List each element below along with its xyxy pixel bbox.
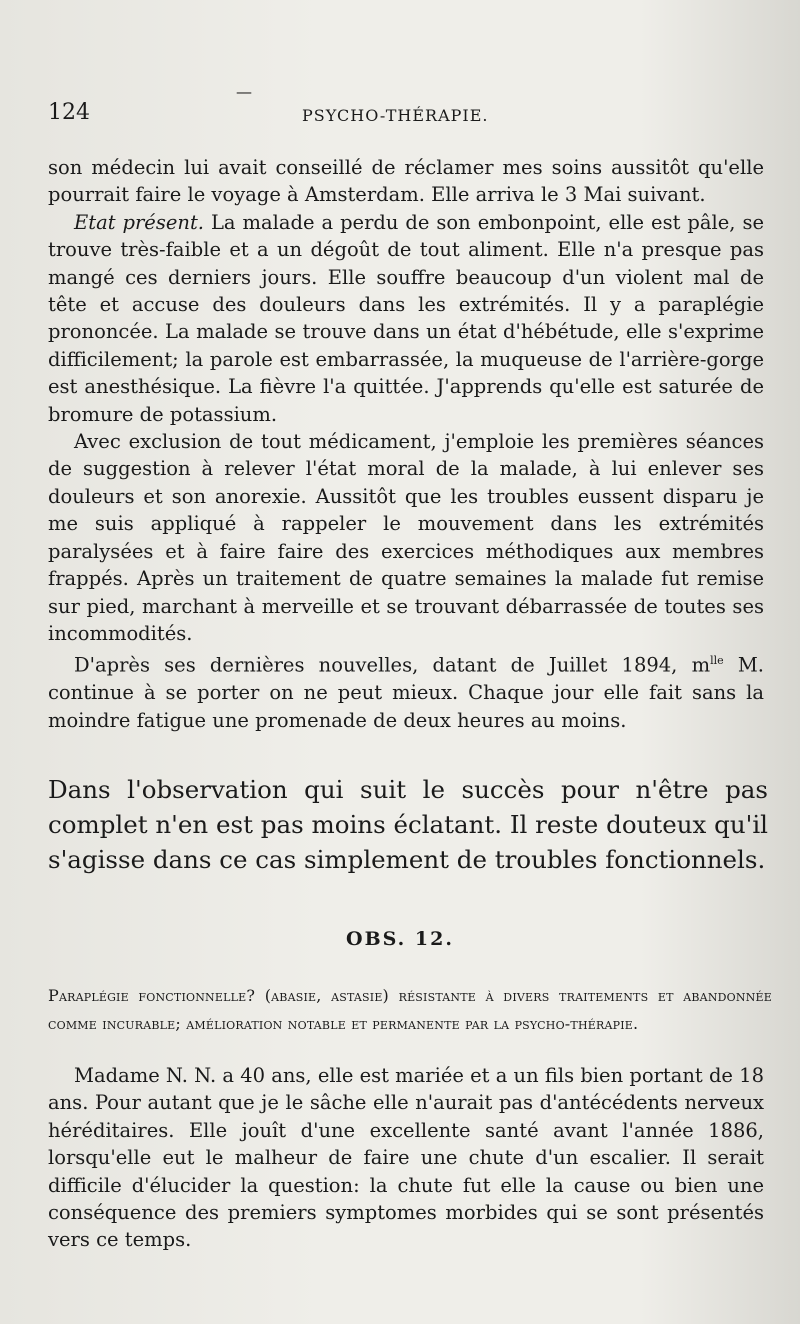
transition-text: Dans l'observation qui suit le succès pour n'être pas complet n'en est pas moins éclatant. Il reste douteux qu'il s'agisse dans ce cas simplement de troubles fonctionnels.	[48, 775, 768, 874]
superscript: lle	[710, 654, 724, 668]
paragraph: Madame N. N. a 40 ans, elle est mariée et a un fils bien portant de 18 ans. Pour autant que je le sâche elle n'aurait pas d'antécédents nerveux héréditaires. Elle jouît d'une excellente santé avant l'année 1886, lorsqu'elle eut le malheur de faire une chute d'un escalier. Il serait difficile d'élucider la question: la chute fut elle la cause ou bien une conséquence des premiers symptomes morbides qui se sont présentés vers ce temps.	[48, 1064, 764, 1252]
observation-title: OBS. 12.	[346, 928, 454, 950]
running-head	[48, 82, 760, 136]
page-number: 124	[48, 100, 90, 125]
paragraph: Avec exclusion de tout médicament, j'emploie les premières séances de suggestion à relever l'état moral de la malade, à lui enlever ses douleurs et son anorexie. Aussitôt que les troubles eussent disparu je me suis appliqué à rappeler le mouvement dans les extrémités paralysées et à faire faire des exercices méthodiques aux membres frappés. Après un traitement de quatre semaines la malade fut remise sur pied, marchant à merveille et se trouvant débarrassée de toutes ses incommodités.	[48, 430, 764, 645]
etat-present-label: Etat présent.	[74, 210, 204, 234]
running-title: PSYCHO-THÉRAPIE.	[302, 106, 489, 125]
paragraph-etat-present	[48, 209, 764, 428]
text-block-observation	[48, 1062, 764, 1254]
etat-present-text: La malade a perdu de son embonpoint, elle est pâle, se trouve très-faible et a un dégoût de tout aliment. Elle n'a presque pas mangé ces derniers jours. Elle souffre beaucoup d'un violent mal de tête et accuse des douleurs dans les extrémités. Il y a paraplégie prononcée. La malade se trouve dans un état d'hébétude, elle s'exprime difficilement; la parole est embarrassée, la muqueuse de l'arrière-gorge est anesthésique. La fièvre l'a quittée. J'apprends qu'elle est saturée de bromure de potassium.	[48, 210, 764, 426]
head-mark: —	[236, 82, 252, 101]
paragraph: son médecin lui avait conseillé de réclamer mes soins aussitôt qu'elle pourrait faire le voyage à Amsterdam. Elle arriva le 3 Mai suivant.	[48, 156, 764, 207]
observation-heading: Paraplégie fonctionnelle? (abasie, astasie) résistante à divers traitements et abandonnée comme incurable; amélioration notable et permanente par la psycho-thérapie.	[48, 986, 772, 1033]
transition-paragraph	[48, 772, 768, 877]
text-run: M. continue à se porter on ne peut mieux. Chaque jour elle fait sans la moindre fatigue une promenade de deux heures au moins.	[48, 653, 764, 732]
paragraph-latest-news	[48, 647, 764, 734]
text-run: D'après ses dernières nouvelles, datant de Juillet 1894, m	[74, 653, 711, 677]
text-block-case-continuation	[48, 154, 764, 734]
